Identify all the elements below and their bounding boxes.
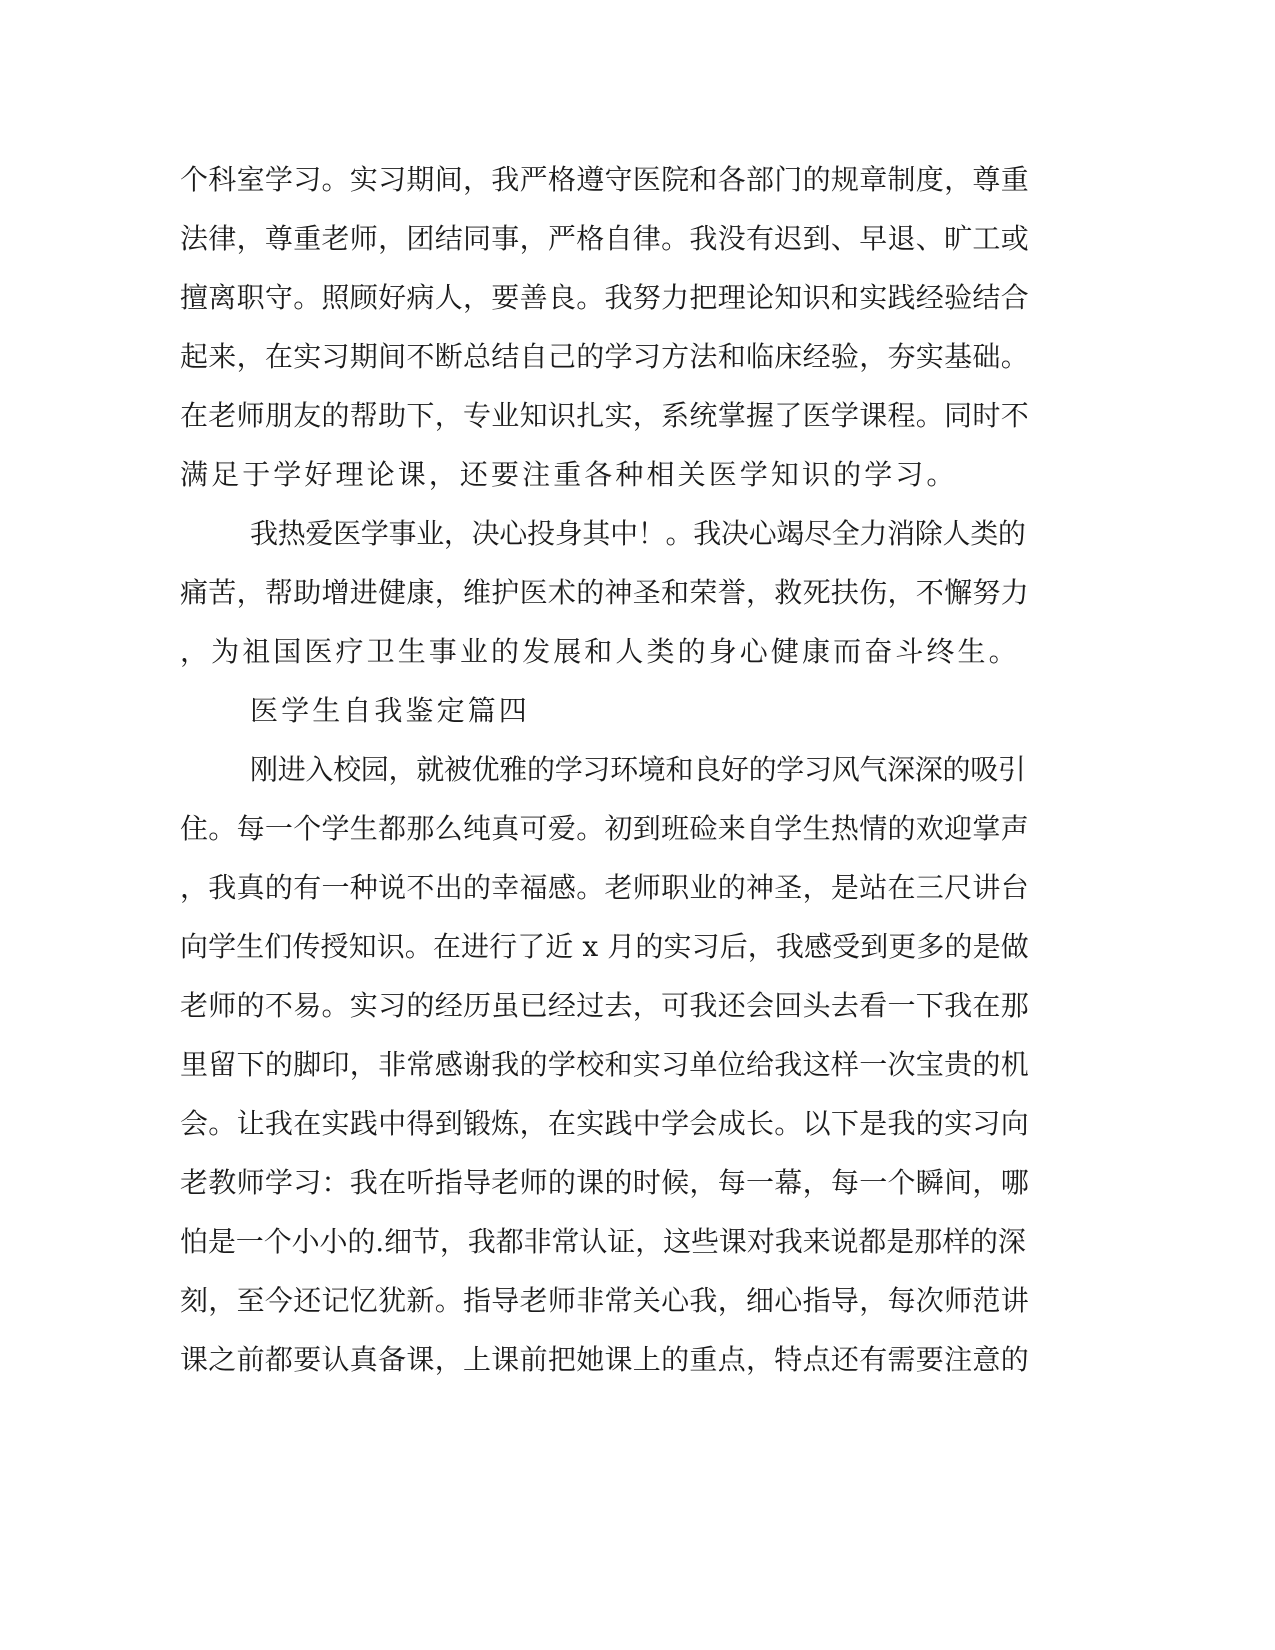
text-line-21: 课之前都要认真备课，上课前把她课上的重点，特点还有需要注意的 bbox=[180, 1343, 1030, 1376]
text-line-5: 在老师朋友的帮助下，专业知识扎实，系统掌握了医学课程。同时不 bbox=[180, 399, 1030, 432]
text-line-6: 满足于学好理论课，还要注重各种相关医学知识的学习。 bbox=[180, 458, 958, 491]
text-line-8: 痛苦，帮助增进健康，维护医术的神圣和荣誉，救死扶伤，不懈努力 bbox=[180, 576, 1030, 609]
text-line-15: 老师的不易。实习的经历虽已经过去，可我还会回头去看一下我在那 bbox=[180, 989, 1030, 1022]
text-line-20: 刻，至今还记忆犹新。指导老师非常关心我，细心指导，每次师范讲 bbox=[180, 1284, 1030, 1317]
text-line-12: 住。每一个学生都那么纯真可爱。初到班硷来自学生热情的欢迎掌声 bbox=[180, 812, 1030, 845]
text-line-19: 怕是一个小小的.细节，我都非常认证，这些课对我来说都是那样的深 bbox=[180, 1225, 1026, 1258]
text-line-17: 会。让我在实践中得到锻炼，在实践中学会成长。以下是我的实习向 bbox=[180, 1107, 1030, 1140]
text-line-3: 擅离职守。照顾好病人，要善良。我努力把理论知识和实践经验结合 bbox=[180, 281, 1030, 314]
text-line-16: 里留下的脚印，非常感谢我的学校和实习单位给我这样一次宝贵的机 bbox=[180, 1048, 1030, 1081]
text-line-9: ，为祖国医疗卫生事业的发展和人类的身心健康而奋斗终生。 bbox=[180, 635, 1020, 668]
text-line-1: 个科室学习。实习期间，我严格遵守医院和各部门的规章制度，尊重 bbox=[180, 163, 1030, 196]
text-line-13: ，我真的有一种说不出的幸福感。老师职业的神圣，是站在三尺讲台 bbox=[180, 871, 1030, 904]
text-line-7: 我热爱医学事业，决心投身其中！。我决心竭尽全力消除人类的 bbox=[250, 517, 1026, 550]
text-line-4: 起来，在实习期间不断总结自己的学习方法和临床经验，夯实基础。 bbox=[180, 340, 1030, 373]
section-heading: 医学生自我鉴定篇四 bbox=[250, 694, 530, 727]
text-line-18: 老教师学习：我在听指导老师的课的时候，每一幕，每一个瞬间，哪 bbox=[180, 1166, 1030, 1199]
text-line-14: 向学生们传授知识。在进行了近 x 月的实习后，我感受到更多的是做 bbox=[180, 930, 1029, 963]
text-line-2: 法律，尊重老师，团结同事，严格自律。我没有迟到、早退、旷工或 bbox=[180, 222, 1030, 255]
text-line-11: 刚进入校园，就被优雅的学习环境和良好的学习风气深深的吸引 bbox=[250, 753, 1026, 786]
